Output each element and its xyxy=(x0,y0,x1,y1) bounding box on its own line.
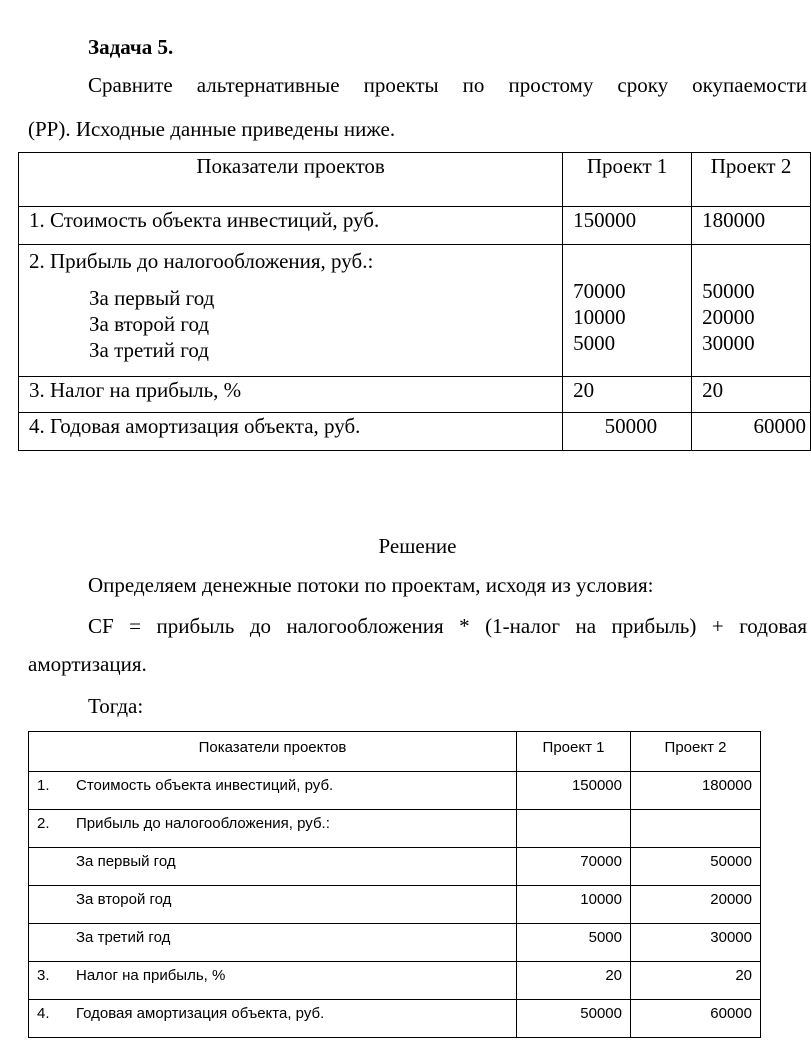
t1-row3-label-text: 3. Налог на прибыль, % xyxy=(29,378,242,402)
t2-row1-p1-text: 150000 xyxy=(571,777,622,794)
t2-row3-p2 xyxy=(631,848,761,886)
t1-row3-p1 xyxy=(563,377,692,413)
t1-row1-p1 xyxy=(563,207,692,245)
t1-header-project1-text: Проект 1 xyxy=(586,154,668,178)
formula-line-1: CF = прибыль до налогообложения * (1-налог на прибыль) + годовая xyxy=(88,614,807,638)
t1-row3-label xyxy=(19,377,563,413)
t1-row2-p1-year1: 70000 xyxy=(573,279,626,303)
formula-line-2: амортизация. xyxy=(28,652,147,676)
task-heading: Задача 5. xyxy=(88,35,174,59)
t1-row2-p2 xyxy=(692,245,811,377)
t2-row7-p2 xyxy=(631,1000,761,1038)
t2-row4-p2 xyxy=(631,886,761,924)
t1-row1-p2-text: 180000 xyxy=(702,208,766,232)
t1-row2-p1 xyxy=(563,245,692,377)
t2-row3-p1 xyxy=(517,848,631,886)
t2-row5-label-text: За третий год xyxy=(76,929,171,946)
t1-header-indicators xyxy=(19,153,563,207)
t2-header-project1 xyxy=(517,732,631,772)
t1-row2-p1-year3: 5000 xyxy=(573,331,616,355)
t2-header-project1-text: Проект 1 xyxy=(542,739,605,756)
t2-row2-label xyxy=(29,810,517,848)
t2-header-indicators xyxy=(29,732,517,772)
t1-row1-p1-text: 150000 xyxy=(573,208,637,232)
t2-row4-label-text: За второй год xyxy=(76,891,172,908)
t1-row2-p2-year3: 30000 xyxy=(702,331,755,355)
t2-row6-p1-text: 20 xyxy=(605,967,622,984)
t2-row5-p1-text: 5000 xyxy=(588,929,622,946)
t2-row3-label-text: За первый год xyxy=(76,853,176,870)
t1-header-project2 xyxy=(692,153,811,207)
t2-row2-num: 2. xyxy=(37,815,50,832)
solution-title: Решение xyxy=(378,534,457,558)
t2-row2-p1 xyxy=(517,810,631,848)
t2-row3-p2-text: 50000 xyxy=(710,853,752,870)
t1-row1-label-text: 1. Стоимость объекта инвестиций, руб. xyxy=(29,208,380,232)
t2-row1-p2 xyxy=(631,772,761,810)
t1-row2-sub-year3: За третий год xyxy=(89,338,209,362)
then-label: Тогда: xyxy=(88,694,144,718)
t2-row6-p1 xyxy=(517,962,631,1000)
t2-row1-p2-text: 180000 xyxy=(701,777,752,794)
t2-row5-p2 xyxy=(631,924,761,962)
t1-row4-label xyxy=(19,413,563,451)
t1-row2-p2-year1: 50000 xyxy=(702,279,755,303)
intro-line-2: (PP). Исходные данные приведены ниже. xyxy=(28,117,396,141)
t2-header-indicators-text: Показатели проектов xyxy=(198,739,347,756)
t1-row3-p1-text: 20 xyxy=(573,378,595,402)
solution-line-1: Определяем денежные потоки по проектам, исходя из условия: xyxy=(88,573,654,597)
t2-row2-p2 xyxy=(631,810,761,848)
t2-row1-label-text: Стоимость объекта инвестиций, руб. xyxy=(76,777,334,794)
t2-row6-label xyxy=(29,962,517,1000)
t1-row1-label xyxy=(19,207,563,245)
t1-header-project1 xyxy=(563,153,692,207)
intro-line-1: Сравните альтернативные проекты по простому сроку окупаемости xyxy=(88,73,807,97)
t2-row7-p1 xyxy=(517,1000,631,1038)
cash-flow-table xyxy=(28,731,761,1038)
t2-row4-p1-text: 10000 xyxy=(580,891,622,908)
t1-row4-p1 xyxy=(563,413,692,451)
t1-row2-label-text: 2. Прибыль до налогообложения, руб.: xyxy=(29,249,374,273)
t2-row7-p2-text: 60000 xyxy=(710,1005,752,1022)
t2-row4-p2-text: 20000 xyxy=(710,891,752,908)
t2-row3-label xyxy=(29,848,517,886)
t1-row2-sub-year1: За первый год xyxy=(89,286,215,310)
t2-row6-p2 xyxy=(631,962,761,1000)
t2-row7-label-text: Годовая амортизация объекта, руб. xyxy=(76,1005,325,1022)
t2-row7-num: 4. xyxy=(37,1005,50,1022)
t1-row3-p2-text: 20 xyxy=(702,378,724,402)
t2-row6-label-text: Налог на прибыль, % xyxy=(76,967,226,984)
t2-row5-label xyxy=(29,924,517,962)
t1-header-indicators-text: Показатели проектов xyxy=(196,154,385,178)
t1-header-project2-text: Проект 2 xyxy=(710,154,792,178)
t2-row1-num: 1. xyxy=(37,777,50,794)
t2-row4-p1 xyxy=(517,886,631,924)
t2-row6-p2-text: 20 xyxy=(735,967,752,984)
t2-row1-p1 xyxy=(517,772,631,810)
t2-row7-label xyxy=(29,1000,517,1038)
t1-row4-label-text: 4. Годовая амортизация объекта, руб. xyxy=(29,414,361,438)
t2-row5-p1 xyxy=(517,924,631,962)
t1-row2-p2-year2: 20000 xyxy=(702,305,755,329)
t1-row2-p1-year2: 10000 xyxy=(573,305,626,329)
t1-row3-p2 xyxy=(692,377,811,413)
source-data-table xyxy=(18,152,811,451)
t2-row1-label xyxy=(29,772,517,810)
t1-row4-p2-text: 60000 xyxy=(753,414,806,438)
t2-row2-label-text: Прибыль до налогообложения, руб.: xyxy=(76,815,330,832)
t1-row4-p1-text: 50000 xyxy=(604,414,658,438)
t1-row2-sub-year2: За второй год xyxy=(89,312,210,336)
t2-row3-p1-text: 70000 xyxy=(580,853,622,870)
t1-row2-label xyxy=(19,245,563,377)
t1-row4-p2 xyxy=(692,413,811,451)
t2-header-project2 xyxy=(631,732,761,772)
t2-row4-label xyxy=(29,886,517,924)
t2-row7-p1-text: 50000 xyxy=(580,1005,622,1022)
t1-row1-p2 xyxy=(692,207,811,245)
t2-row6-num: 3. xyxy=(37,967,50,984)
t2-header-project2-text: Проект 2 xyxy=(664,739,727,756)
t2-row5-p2-text: 30000 xyxy=(710,929,752,946)
